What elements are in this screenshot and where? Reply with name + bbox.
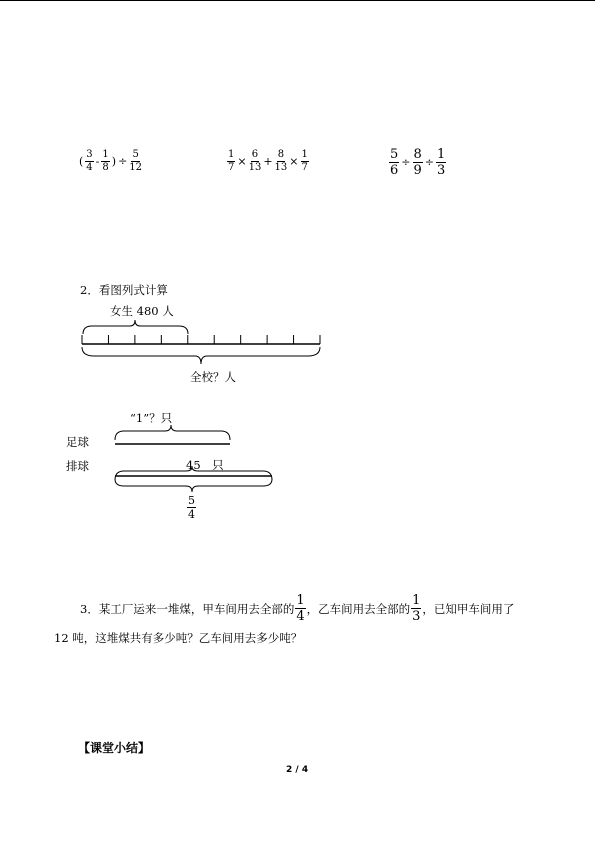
minus-sign: - — [95, 155, 100, 168]
volleyball-top-brace — [115, 467, 272, 480]
ratio-fraction — [186, 495, 197, 520]
question-3-text-a: 3．某工厂运来一堆煤，甲车间用去全部的 — [80, 601, 295, 616]
fraction-1-8: $\frac{1}{8}$ — [102, 149, 109, 173]
fraction-6-13: $\frac{6}{13}$ — [248, 149, 262, 173]
divide-sign: ÷ — [118, 155, 128, 168]
paren-close: ) — [111, 155, 117, 168]
volleyball-bottom-brace — [115, 479, 272, 492]
football-brace — [115, 425, 230, 440]
school-label: 全校？人 — [190, 370, 236, 384]
ratio-numerator: 5 — [188, 494, 195, 507]
question-3-text-c: ，已知甲车间用了 — [422, 601, 515, 616]
fraction-1-7: $\frac{1}{7}$ — [228, 149, 235, 173]
question-2-title: 2．看图列式计算 — [80, 283, 168, 297]
fraction-3-4: $\frac{3}{4}$ — [86, 149, 93, 173]
divide-sign: ÷ — [424, 156, 434, 169]
question-3-line-2: 12 吨，这堆煤共有多少吨？乙车间用去多少吨？ — [54, 631, 303, 645]
plus-sign: + — [263, 155, 273, 168]
football-label: 足球 — [66, 435, 89, 449]
summary-heading: 【课堂小结】 — [78, 741, 151, 755]
ratio-denominator: 4 — [188, 508, 195, 521]
fraction-1-3: $\frac{1}{3}$ — [412, 593, 421, 624]
fraction-5-12: $\frac{5}{12}$ — [129, 149, 143, 173]
question-3-line-1 — [80, 594, 514, 623]
fraction-1-7: $\frac{1}{7}$ — [301, 149, 308, 173]
question-3-text-b: ，乙车间用去全部的 — [306, 601, 411, 616]
fraction-8-13: $\frac{8}{13}$ — [274, 149, 288, 173]
fraction-8-9: $\frac{8}{9}$ — [413, 147, 422, 178]
football-brace-label: “1”？只 — [130, 411, 173, 425]
volleyball-label: 排球 — [66, 459, 89, 473]
fraction-1-4: $\frac{1}{4}$ — [296, 593, 305, 624]
divide-sign: ÷ — [401, 156, 411, 169]
times-sign: × — [289, 155, 299, 168]
times-sign: × — [237, 155, 247, 168]
fraction-5-6: $\frac{5}{6}$ — [390, 147, 399, 178]
paren-open: ( — [79, 155, 84, 168]
page-number: 2 / 4 — [286, 765, 309, 775]
fraction-1-3: $\frac{1}{3}$ — [437, 147, 446, 178]
girls-label: 女生 480 人 — [110, 304, 174, 318]
volleyball-count-label: 45 只 — [186, 458, 224, 472]
